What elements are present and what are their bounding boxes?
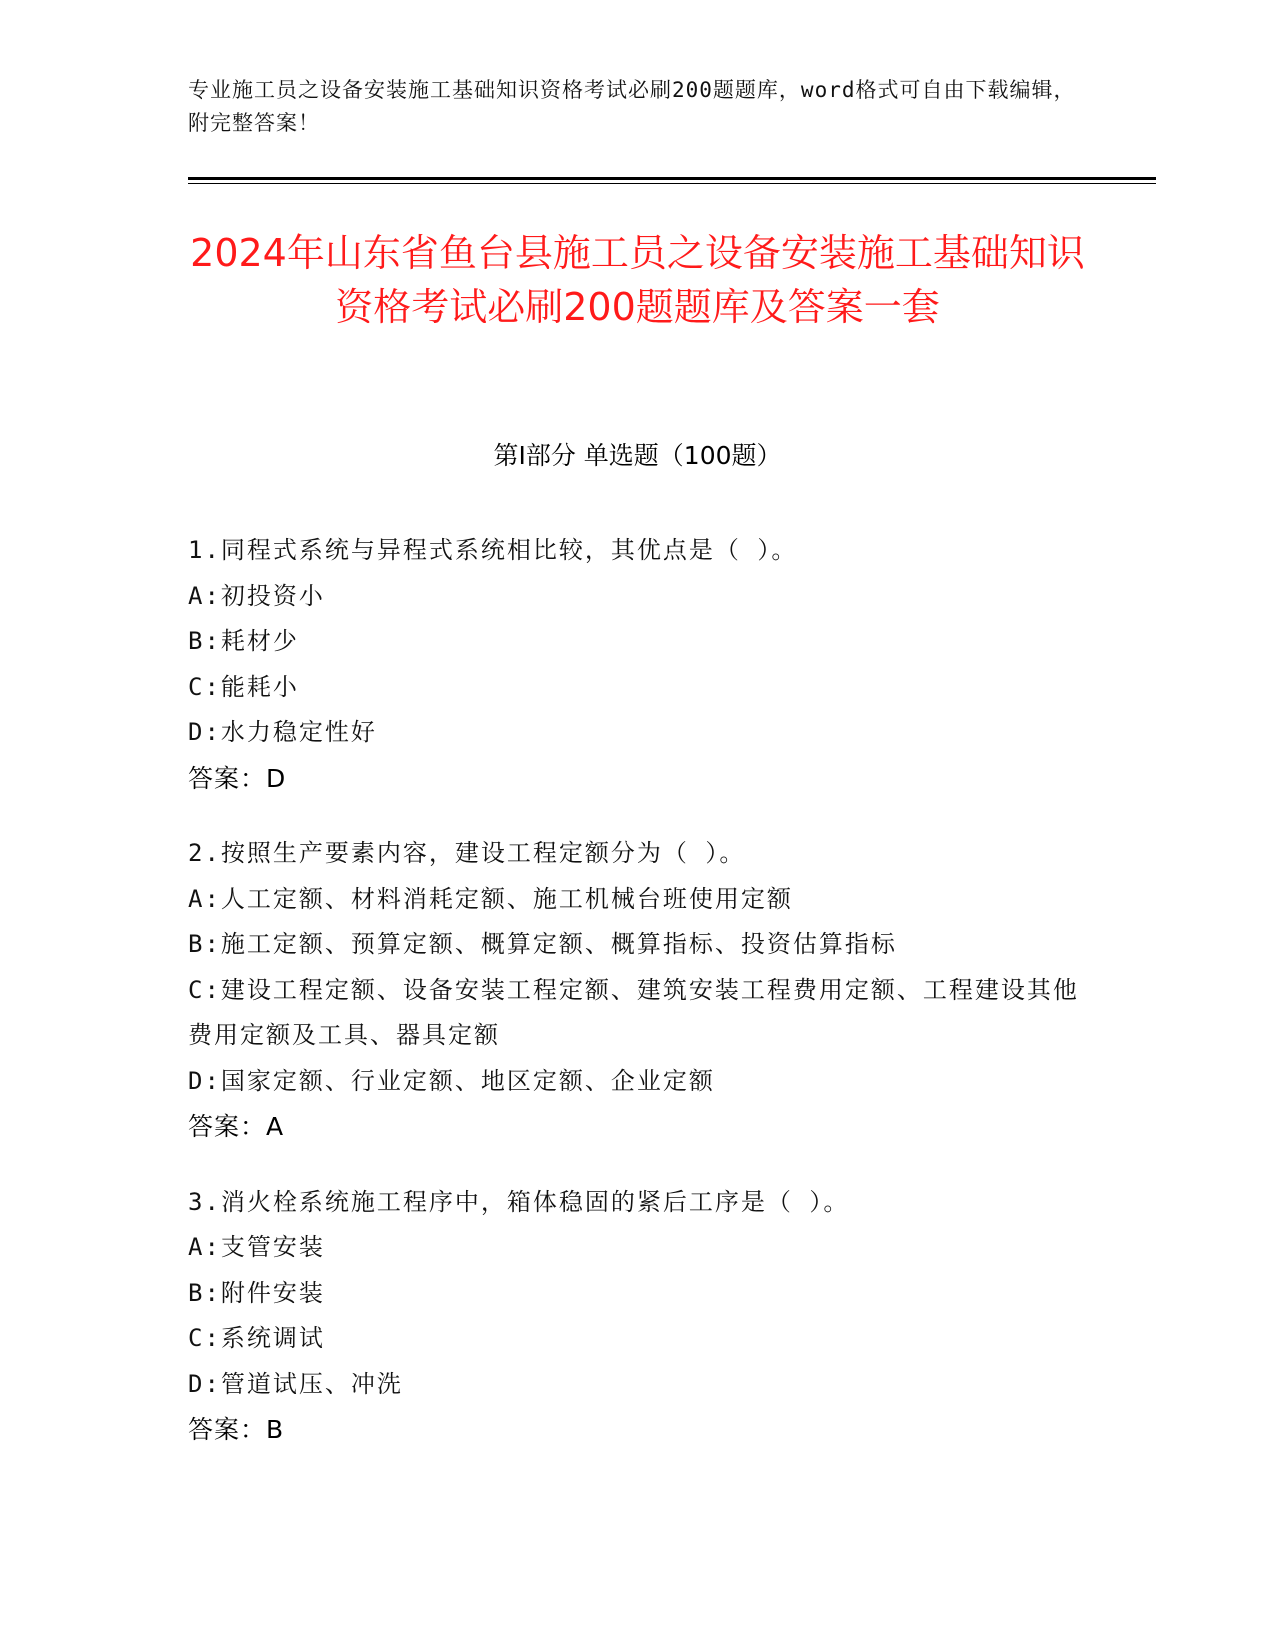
option-d xyxy=(188,710,1088,756)
option-letter: C: xyxy=(188,672,221,701)
option-letter: D: xyxy=(188,718,221,746)
header-note: 专业施工员之设备安装施工基础知识资格考试必刷200题题库，word格式可自由下载编辑，附完整答案！ xyxy=(188,78,1076,135)
option-text: 支管安装 xyxy=(220,1233,325,1261)
option-b xyxy=(188,1271,1088,1317)
question-1 xyxy=(188,528,1088,801)
option-letter: D: xyxy=(188,1369,221,1398)
option-text: 人工定额、材料消耗定额、施工机械台班使用定额 xyxy=(220,884,793,913)
answer-value: A xyxy=(266,1112,285,1141)
option-d xyxy=(188,1059,1088,1105)
option-text: 附件安装 xyxy=(220,1278,325,1307)
option-letter: C: xyxy=(188,975,221,1004)
question-stem: 3.消火栓系统施工程序中，箱体稳固的紧后工序是（ ）。 xyxy=(188,1187,850,1216)
option-letter: B: xyxy=(188,627,221,655)
question-list xyxy=(188,528,1088,1483)
option-text: 建设工程定额、设备安装工程定额、建筑安装工程费用定额、工程建设其他费用定额及工具、器具定额 xyxy=(188,975,1079,1049)
header-rule-thick xyxy=(188,177,1156,180)
option-text: 水力稳定性好 xyxy=(220,718,377,746)
header-rule-thin xyxy=(188,183,1156,184)
document-title: 2024年山东省鱼台县施工员之设备安装施工基础知识资格考试必刷200题题库及答案一套 xyxy=(190,231,1085,329)
option-text: 国家定额、行业定额、地区定额、企业定额 xyxy=(220,1066,715,1095)
option-text: 施工定额、预算定额、概算定额、概算指标、投资估算指标 xyxy=(220,930,897,958)
question-2 xyxy=(188,831,1088,1150)
option-letter: C: xyxy=(188,1324,221,1352)
answer-label: 答案： xyxy=(188,763,267,793)
option-b xyxy=(188,619,1088,665)
section-title: 第Ⅰ部分 单选题（100题） xyxy=(493,441,782,470)
answer-label: 答案： xyxy=(188,1112,267,1141)
option-c xyxy=(188,665,1088,711)
answer-line xyxy=(188,756,1088,802)
question-stem: 2.按照生产要素内容，建设工程定额分为（ ）。 xyxy=(188,839,746,867)
option-text: 系统调试 xyxy=(220,1324,325,1352)
question-stem: 1.同程式系统与异程式系统相比较，其优点是（ ）。 xyxy=(188,536,798,564)
option-d xyxy=(188,1362,1088,1408)
option-text: 初投资小 xyxy=(220,581,325,610)
answer-line xyxy=(188,1104,1088,1150)
option-c xyxy=(188,1316,1088,1362)
option-a xyxy=(188,1225,1088,1271)
option-b xyxy=(188,922,1088,968)
answer-value: D xyxy=(266,763,287,793)
answer-value: B xyxy=(266,1415,285,1444)
option-a xyxy=(188,877,1088,923)
option-letter: A: xyxy=(188,884,221,913)
option-letter: A: xyxy=(188,581,221,610)
option-letter: B: xyxy=(188,1278,221,1307)
option-a xyxy=(188,574,1088,620)
answer-line xyxy=(188,1407,1088,1453)
option-letter: D: xyxy=(188,1066,221,1095)
option-letter: B: xyxy=(188,930,221,958)
option-letter: A: xyxy=(188,1233,221,1261)
question-3 xyxy=(188,1180,1088,1453)
option-text: 管道试压、冲洗 xyxy=(220,1369,403,1398)
option-text: 能耗小 xyxy=(220,672,299,701)
option-text: 耗材少 xyxy=(220,627,299,655)
option-c xyxy=(188,968,1088,1059)
answer-label: 答案： xyxy=(188,1415,267,1444)
